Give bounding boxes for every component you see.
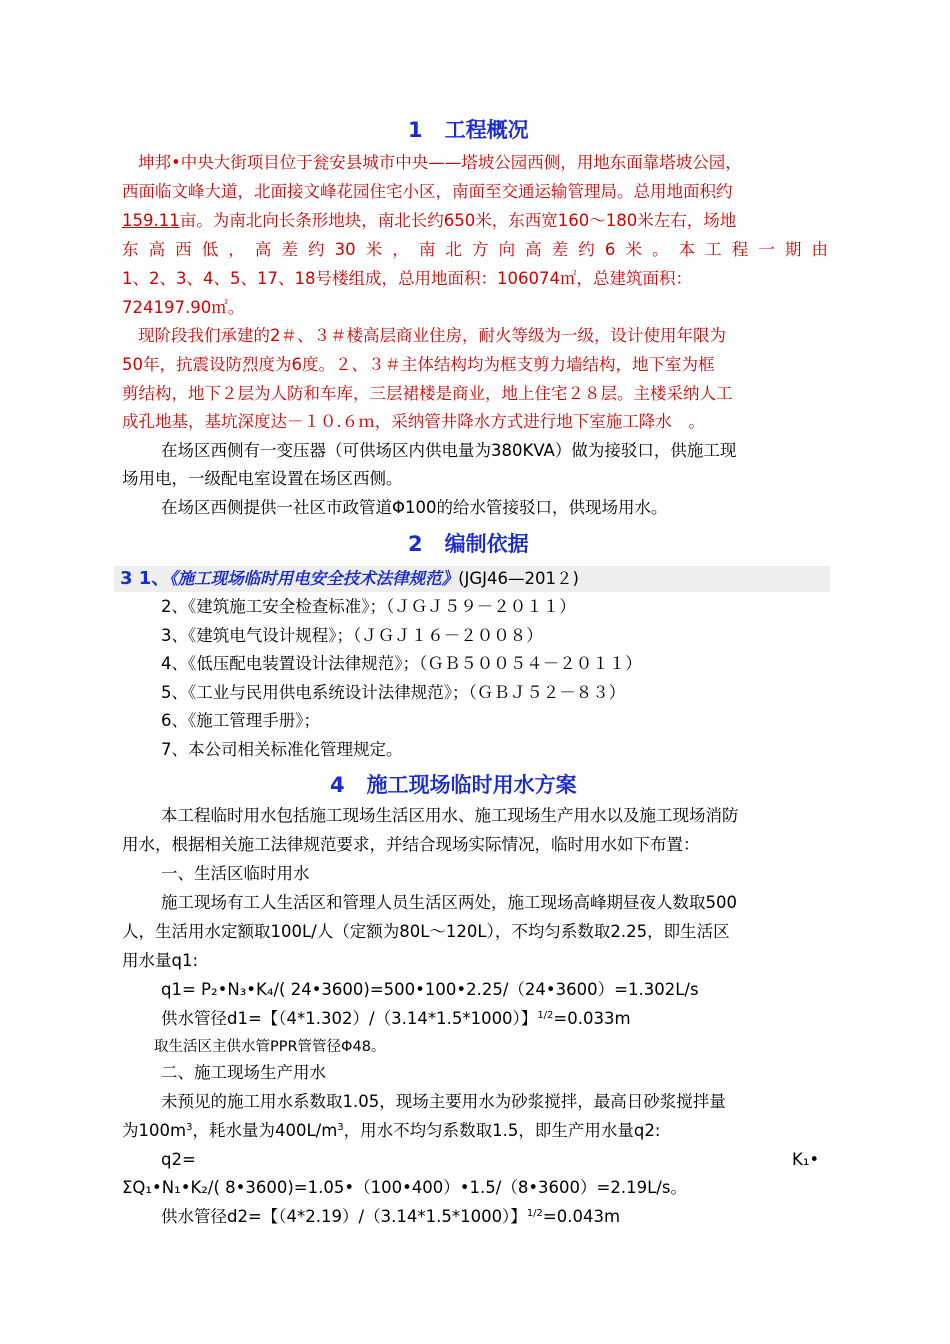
d2-exponent: 1/2 [526,1208,543,1219]
d1-pipe-note: 取生活区主供水管PPR管管径Φ48。 [154,1039,386,1055]
section-4-title: 施工现场临时用水方案 [366,773,577,797]
basis-item-7: 7、本公司相关标准化管理规定。 [161,740,403,759]
production-line-2-a: 为100m [122,1121,187,1140]
basis-item-5: 5、《工业与民用供电系统设计法律规范》；（ＧＢＪ５２－８３） [161,683,626,702]
basis-item-1 [120,568,579,590]
land-area-value: 159.11 [122,211,180,230]
d2-formula-result: =0.043m [542,1207,621,1226]
q1-formula: q1= P₂•N₃•K₄/( 24•3600)=500•100•2.25/（24•3600）=1.302L/s [161,980,699,999]
production-line-2-c: ，用水不均匀系数取1.5，即生产用水量q2: [343,1121,661,1140]
q2-k1-term: K₁• [792,1150,820,1169]
basis-item-4: 4、《低压配电装置设计法律规范》；（ＧＢ５００５４－２０１１） [161,654,642,673]
section-1-title: 工程概况 [444,118,529,142]
basis-item-2: 2、《建筑施工安全检查标准》；（ＪＧＪ５９－２０１１） [161,597,576,616]
d1-exponent: 1/2 [537,1010,554,1021]
water-plan-intro-line-2: 用水，根据相关施工法律规范要求，并结合现场实际情况，临时用水如下布置： [122,835,700,854]
d2-formula-main: 供水管径d2=【（4*2.19）/（3.14*1.5*1000）】 [161,1207,527,1226]
section-4-heading [330,769,577,799]
section-2-title: 编制依据 [444,532,529,556]
section-1-heading [408,114,529,144]
production-line-1: 未预见的施工用水系数取1.05，现场主要用水为砂浆搅拌，最高日砂浆搅拌量 [161,1092,726,1111]
d1-formula [161,1008,631,1030]
section-4-number: 4 [330,773,345,797]
current-stage-line-2: 50年，抗震设防烈度为6度。２、３＃主体结构均为框支剪力墙结构，地下室为框 [122,355,715,374]
q2-label: q2= [161,1150,196,1169]
section-2-number: 2 [408,532,423,556]
overview-line-5: 1、2、3、4、5、17、18号楼组成，总用地面积：106074㎡，总建筑面积： [122,269,692,288]
production-line-2-b: ，耗水量为400L/m [192,1121,338,1140]
living-area-subheading: 一、生活区临时用水 [161,864,310,883]
current-stage-line-3: 剪结构，地下２层为人防和车库，三层裙楼是商业，地上住宅２８层。主楼采纳人工 [122,384,733,403]
overview-line-4: 东高西低，高差约30米，南北方向高差约6米。本工程一期由 [122,240,828,259]
q2-formula: ΣQ₁•N₁•K₂/( 8•3600)=1.05•（100•400）•1.5/（8•3600）=2.19L/s。 [122,1178,687,1197]
d1-formula-main: 供水管径d1=【（4*1.302）/（3.14*1.5*1000）】 [161,1009,538,1028]
power-line-1: 在场区西侧有一变压器（可供场区内供电量为380KVA）做为接驳口，供施工现 [161,441,737,460]
basis-item-3: 3、《建筑电气设计规程》；（ＪＧＪ１６－２００８） [161,626,543,645]
d2-formula [161,1206,620,1228]
overview-line-6: 724197.90㎡。 [122,298,245,317]
basis-item-1-title: 《施工现场临时用电安全技术法律规范》 [169,569,459,588]
section-1-number: 1 [408,118,423,142]
overview-line-2: 西面临文峰大道，北面接文峰花园住宅小区，南面至交通运输管理局。总用地面积约 [122,182,733,201]
overview-line-1: 坤邦•中央大街项目位于瓮安县城市中央——塔坡公园西侧，用地东面靠塔坡公园， [138,153,742,172]
basis-item-1-code: (JGJ46—201２) [458,569,579,588]
water-plan-intro-line-1: 本工程临时用水包括施工现场生活区用水、施工现场生产用水以及施工现场消防 [161,806,739,825]
section-2-heading [408,528,529,558]
living-area-line-2: 人，生活用水定额取100L/人（定额为80L～120L），不均匀系数取2.25，即生活区 [122,922,730,941]
cubic-exponent-2: 3 [337,1122,344,1133]
production-subheading: 二、施工现场生产用水 [161,1063,326,1082]
water-supply-line: 在场区西侧提供一社区市政管道Φ100的给水管接驳口，供现场用水。 [161,498,668,517]
current-stage-line-1: 现阶段我们承建的2＃、３＃楼高层商业住房，耐火等级为一级，设计使用年限为 [138,326,726,345]
current-stage-line-4: 成孔地基，基坑深度达－１０.６ｍ，采纳管井降水方式进行地下室施工降水 。 [122,412,705,431]
living-area-line-1: 施工现场有工人生活区和管理人员生活区两处，施工现场高峰期昼夜人数取500 [161,893,737,912]
d1-formula-result: =0.033m [553,1009,631,1028]
production-line-2 [122,1120,660,1142]
basis-item-6: 6、《施工管理手册》； [161,711,320,730]
power-line-2: 场用电，一级配电室设置在场区西侧。 [122,469,403,488]
overview-line-3-rest: 亩。为南北向长条形地块，南北长约650米，东西宽160～180米左右，场地 [179,211,737,230]
overview-line-3 [122,210,736,232]
living-area-line-3: 用水量q1: [122,951,199,970]
cubic-exponent-1: 3 [186,1122,193,1133]
basis-item-1-prefix: 3 1、 [120,568,170,589]
